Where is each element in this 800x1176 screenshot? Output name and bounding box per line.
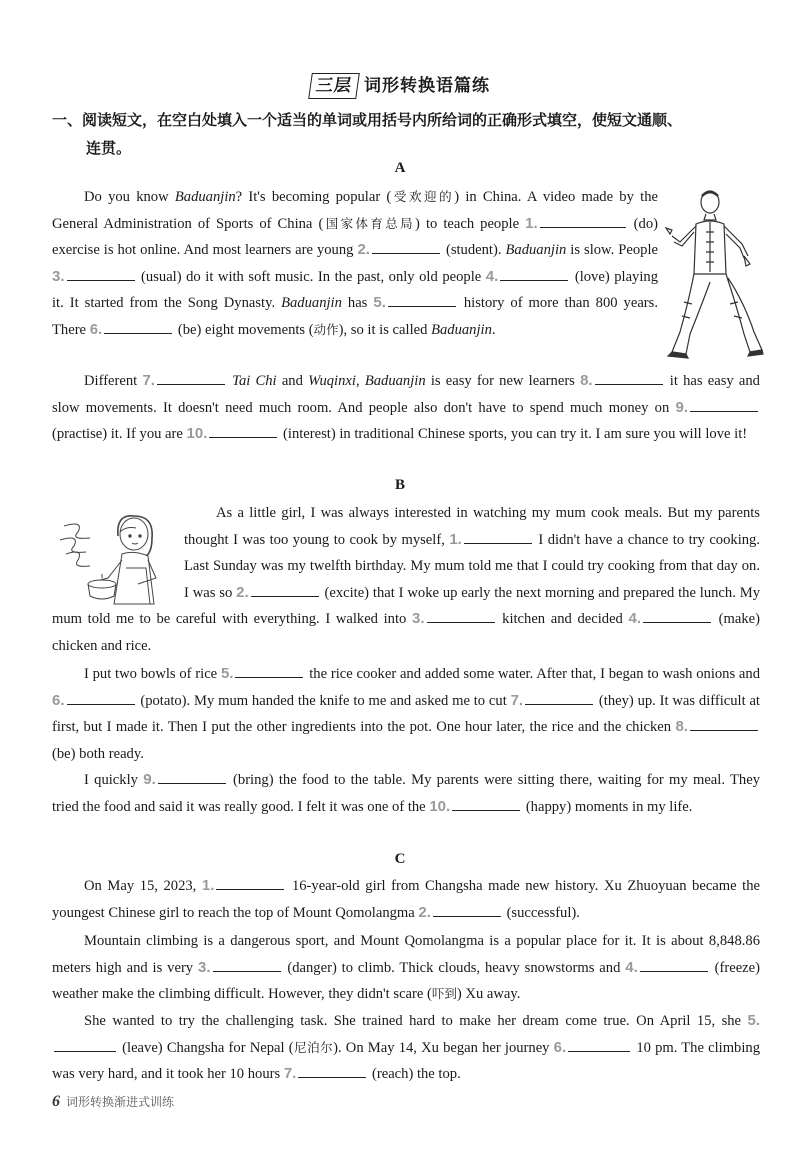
answer-blank-c1[interactable] [216,875,284,890]
answer-blank-b5[interactable] [235,663,303,678]
blank-number: 7. [142,372,155,389]
section-c-paragraph-3: She wanted to try the challenging task. She trained hard to make her dream come true. On April 15, she 5. (leave) Changsha for Nepal (尼泊尔). On May 14, Xu began her journey 6. 10 pm. The climbing was very hard, and it took her 10 hours 7. (reach) the top. [52,1012,760,1082]
blank-number: 8. [580,372,593,389]
blank-number: 6. [89,320,103,338]
section-a-letter: A [394,160,406,176]
book-title: 词形转换渐进式训练 [66,1095,175,1109]
blank-number: 1. [449,530,462,548]
blank-number: 2. [236,583,249,601]
answer-blank-b8[interactable] [690,716,758,731]
blank-number: 3. [411,610,425,627]
answer-blank-b7[interactable] [525,690,593,705]
blank-number: 9. [675,398,688,416]
tai-chi-man-illustration [664,184,764,360]
answer-blank-a7[interactable] [157,370,225,385]
page-footer [52,1093,174,1111]
section-a-paragraph-1-part-1: Do you know Baduanjin? It's becoming popular (受欢迎的) in China. A video made by the General Administration of Sports of China (国家体育总局) to teach people 1. (do) exercise is hot online. And most learners are young 2. (student). Baduanjin is slow. People 3. (usual) do it with soft music. In the past, only old people 4. (love) playing it. It started from the Song Dynasty. Baduanjin has 5. history of more than 800 years. There 6. (be) eight movements (动作), so it is called Baduanjin. [52,189,659,338]
section-b-paragraph-1: As a little girl, I was always interested in watching my mum cook meals. But my parents thought I was too young to cook by myself, 1. I didn't have a chance to try cooking. Last Sunday was my twelfth birthday. My mum told me that I could try cooking from that day on. I was so 2. (excite) that I woke up early the next morning and prepared the lunch. My mum told me to be careful with everything. I walked into 3. kitchen and decided 4. (make) chicken and rice. [52,505,760,654]
page-header [0,71,800,99]
answer-blank-a5[interactable] [388,292,456,307]
blank-number: 2. [418,903,431,921]
blank-number: 7. [283,1065,297,1082]
answer-blank-a2[interactable] [372,239,440,254]
blank-number: 1. [201,877,215,894]
level-badge: 三层 [308,73,360,99]
answer-blank-a9[interactable] [690,397,758,412]
section-b-paragraph-3: I quickly 9. (bring) the food to the table. My parents were sitting there, waiting for my meal. They tried the food and said it was really good. I felt it was one of the 10. (happy) moments in my life. [52,771,760,815]
answer-blank-b4[interactable] [643,608,711,623]
blank-number: 10. [429,797,451,815]
answer-blank-a1[interactable] [540,213,626,228]
answer-blank-c3[interactable] [213,957,281,972]
section-c-letter: C [394,851,406,867]
instructions [52,106,770,162]
blank-number: 5. [373,294,386,311]
blank-number: 7. [510,691,524,709]
section-b-paragraph-2: I put two bowls of rice 5. the rice cooker and added some water. After that, I began to wash onions and 6. (potato). My mum handed the knife to me and asked me to cut 7. (they) up. It was difficult at first, but I made it. Then I put the other ingredients into the pot. One hour later, the rice and the chicken 8. (be) both ready. [52,665,760,762]
section-c-paragraph-1: On May 15, 2023, 1. 16-year-old girl from Changsha made new history. Xu Zhuoyuan became the youngest Chinese girl to reach the top of Mount Qomolangma 2. (successful). [52,877,760,921]
blank-number: 1. [525,214,538,232]
answer-blank-a10[interactable] [209,423,277,438]
blank-number: 2. [357,241,370,258]
blank-number: 4. [628,610,642,627]
blank-number: 5. [220,665,234,682]
answer-blank-c7[interactable] [298,1063,366,1078]
answer-blank-b9[interactable] [158,769,226,784]
blank-number: 4. [625,958,638,976]
section-c-paragraph-2: Mountain climbing is a dangerous sport, and Mount Qomolangma is a popular place for it. It is about 8,848.86 meters high and is very 3. (danger) to climb. Thick clouds, heavy snowstorms and 4. (freeze) weather make the climbing difficult. However, they didn't scare (吓到) Xu away. [52,933,760,1002]
blank-number: 6. [553,1038,567,1056]
blank-number: 3. [52,267,65,285]
answer-blank-b3[interactable] [427,608,495,623]
answer-blank-c6[interactable] [568,1037,630,1052]
section-a-paragraph-2: Different 7. Tai Chi and Wuqinxi, Baduanjin is easy for new learners 8. it has easy and slow movements. It doesn't need much room. And people also don't have to spend much money on 9. (practise) it. If you are 10. (interest) in traditional Chinese sports, you can try it. I am sure you will love it! [52,372,760,442]
section-b-letter: B [394,477,405,493]
answer-blank-b1[interactable] [464,529,532,544]
page-title: 词形转换语篇练 [364,76,490,96]
blank-number: 3. [197,958,211,976]
blank-number: 8. [675,718,688,735]
blank-number: 5. [747,1012,760,1029]
blank-number: 4. [485,267,499,285]
instructions-line-1: 一、阅读短文，在空白处填入一个适当的单词或用括号内所给词的正确形式填空，使短文通顺、 [52,111,683,129]
answer-blank-c4[interactable] [640,957,708,972]
blank-number: 6. [52,691,65,709]
answer-blank-c2[interactable] [433,902,501,917]
answer-blank-a4[interactable] [500,266,568,281]
instructions-line-2: 连贯。 [86,139,132,157]
answer-blank-b10[interactable] [452,796,520,811]
answer-blank-c5[interactable] [54,1037,116,1052]
page-number: 6 [52,1093,60,1110]
answer-blank-b6[interactable] [67,690,135,705]
answer-blank-a3[interactable] [67,266,135,281]
answer-blank-a6[interactable] [104,319,172,334]
blank-number: 10. [186,425,208,442]
answer-blank-a8[interactable] [595,370,663,385]
blank-number: 9. [143,771,156,788]
answer-blank-b2[interactable] [251,582,319,597]
